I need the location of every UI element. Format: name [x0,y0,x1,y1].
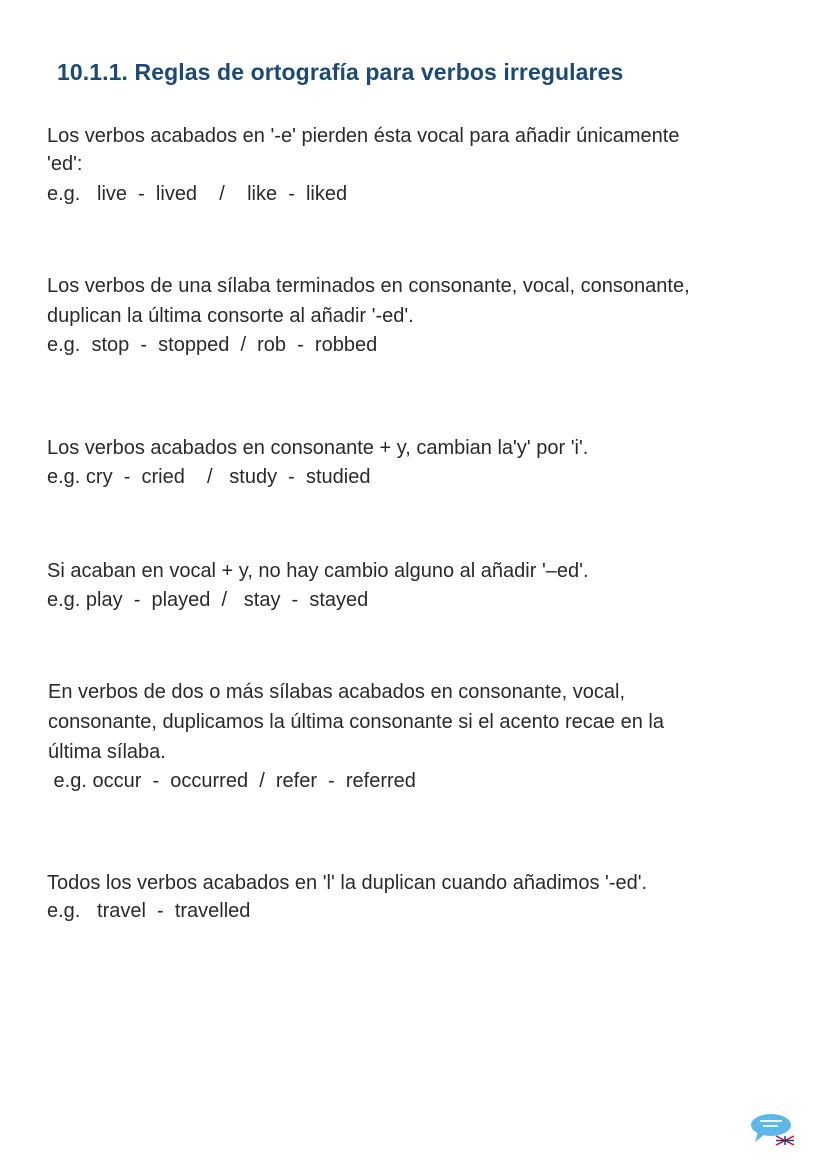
rule-2-line-1: Los verbos de una sílaba terminados en consonante, vocal, consonante, [47,275,690,297]
rule-6-line-1: Todos los verbos acabados en 'l' la duplican cuando añadimos '-ed'. [47,872,648,894]
rule-3-example: e.g. cry - cried / study - studied [47,466,371,488]
rule-5-line-1: En verbos de dos o más sílabas acabados en consonante, vocal, [48,681,626,703]
rule-1-line-2: 'ed': [47,153,83,175]
section-title: 10.1.1. Reglas de ortografía para verbos irregulares [57,59,624,85]
rule-5-example: e.g. occur - occurred / refer - referred [48,770,416,792]
rule-6-example: e.g. travel - travelled [47,900,251,922]
rule-1-example: e.g. live - lived / like - liked [47,183,348,205]
rule-5-line-2: consonante, duplicamos la última consonante si el acento recae en la [48,711,664,733]
rule-2-example: e.g. stop - stopped / rob - robbed [47,334,378,356]
rule-4-example: e.g. play - played / stay - stayed [47,589,369,611]
rule-5-line-3: última sílaba. [48,741,166,763]
rule-4-line-1: Si acaban en vocal + y, no hay cambio alguno al añadir '–ed'. [47,560,589,582]
rule-1-line-1: Los verbos acabados en '-e' pierden ésta vocal para añadir únicamente [47,125,680,147]
rule-3-line-1: Los verbos acabados en consonante + y, cambian la'y' por 'i'. [47,437,589,459]
rule-2-line-2: duplican la última consorte al añadir '-ed'. [47,305,414,327]
logo-icon [750,1112,796,1146]
